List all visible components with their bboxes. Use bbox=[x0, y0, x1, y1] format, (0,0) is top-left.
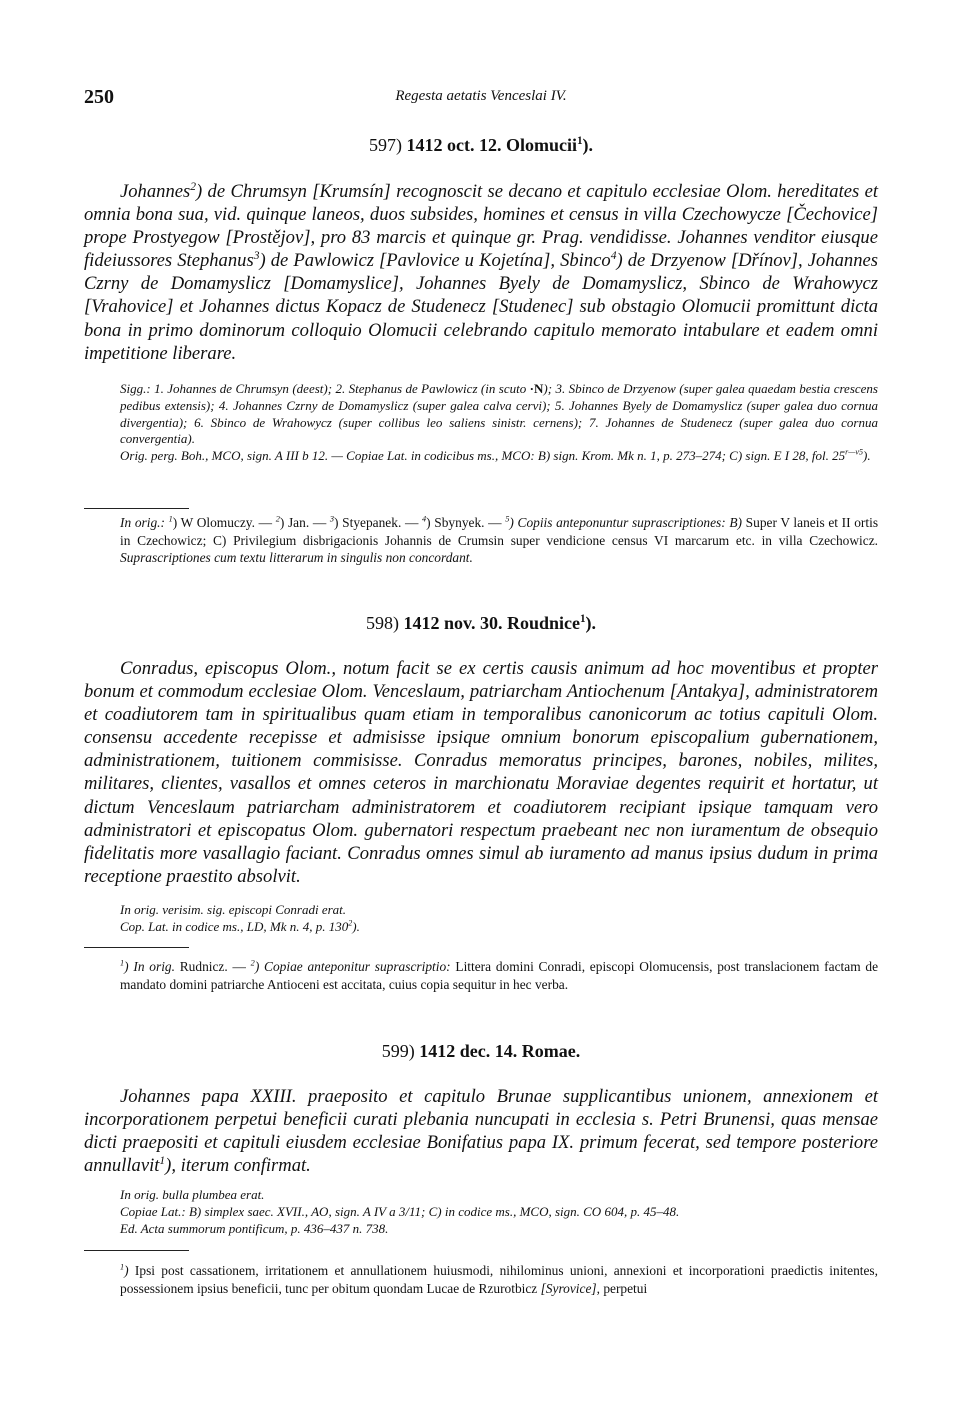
entry-598-regest bbox=[84, 657, 878, 888]
footnote-mark: 4 bbox=[610, 250, 617, 263]
footnote-mark: 3 bbox=[329, 514, 335, 524]
folio-mark: r—v bbox=[845, 447, 859, 457]
regest-text: ) de Drzyenow [Dřínov], Johannes Czrny de Domamyslicz [Domamyslice], Johannes Byely de Domamyslicz, Sbinco de Wrahowycz [Vrahovice] et Johannes dictus Kopacz de Studenecz [Studenec] sub obstagio Olomucii promittunt dicta bona in primo dominorum colloquio Olomucii celebrando capitulo memorato intabulare et eadem omni impetitione liberare. bbox=[84, 250, 879, 364]
entry-598-notes bbox=[84, 902, 878, 936]
regest-text: Johannes papa XXIII. praeposito et capitulo Brunae supplicantibus unionem, annexionem et incorporationem perpetui beneficii curati plebania nuncupati in ecclesia s. Petri Brunensi, quas mensae dicti praepositi et capituli eiusdem ecclesiae Bonifatius papa IX. primum fecerat, sed tempore posteriore annullavit bbox=[84, 1086, 878, 1177]
footnote bbox=[84, 1262, 878, 1297]
footnote-text: In orig.: bbox=[120, 515, 169, 530]
entry-597-heading bbox=[84, 135, 878, 156]
footnote-mark: 1 bbox=[579, 613, 586, 625]
footnote-mark: 1 bbox=[120, 958, 125, 968]
footnote-text: ) Styepanek. — bbox=[334, 515, 423, 530]
footnote-mark: 2 bbox=[250, 958, 255, 968]
entry-599-notes bbox=[84, 1187, 878, 1237]
entry-date: 1412 nov. 30. Roudnice bbox=[403, 613, 580, 633]
entry-597-regest bbox=[84, 180, 878, 365]
footnote-text: ) In orig. bbox=[124, 959, 180, 974]
footnote bbox=[84, 514, 878, 567]
entry-598-footnotes bbox=[84, 958, 878, 993]
footnote-mark: 2 bbox=[348, 918, 353, 928]
footnote bbox=[84, 958, 878, 993]
entry-number: 597) bbox=[368, 135, 402, 155]
entry-date: 1412 oct. 12. Olomucii bbox=[406, 135, 577, 155]
note-text: Sigg.: 1. Johannes de Chrumsyn (deest); 2. Stephanus de Pawlowicz (in scuto bbox=[120, 381, 530, 396]
entry-597-footnotes bbox=[84, 514, 878, 567]
footnote-text: [Syrovice] bbox=[540, 1280, 597, 1296]
entry-598-heading bbox=[84, 613, 878, 634]
regest-text: Conradus, episcopus Olom., notum facit se ex certis causis animum ad hoc moventibus et propter bonum et commodum ecclesiae Olom. Venceslaum, patriarcham Antiochenum [Antakya], administratorem et coadiutorem tam in spiritualibus quam etiam in temporalibus canonicorum ac totius capituli Olom. consensu accedente recepisse et admisisse ipsique omnium bonorum episcopalium gubernationem, administrationem, tuitionem commisisse. Conradus memoratus principes, barones, nobiles, milites, militares, clientes, vasallos et omnes ceteros in marchionatu Moraviae degentes requirit et hortatur, ut dictum Venceslaum patriarcham administratorem et coadiutorem recipiant ipsique tamquam vero administratori et episcopatus Olom. gubernatori respectum praebeant nec non iuramentum de obsequio fidelitatis more vasallagio faciant. Conradus omnes simul ab iuramento ad manus ipsius dudum in prima receptione praestito absolvit. bbox=[84, 658, 878, 887]
footnote-text: ) Jan. — bbox=[279, 515, 330, 530]
footnote-text: Rudnicz. — bbox=[179, 959, 251, 974]
seal-glyph: ·N bbox=[529, 381, 544, 396]
footnote-mark: 4 bbox=[422, 514, 427, 524]
footnote-text: ) Sbynyek. — bbox=[426, 515, 506, 530]
footnote-text: ) Copiis anteponuntur suprascriptiones: B) bbox=[509, 515, 743, 530]
heading-close: ). bbox=[585, 613, 597, 633]
entry-599-regest bbox=[84, 1085, 878, 1177]
footnote-text: Ipsi post cassationem, irritationem et annullationem huiusmodi, nihilominus unioni, annexioni et incorporationi praedictis initentes, possessionem ipsius beneficii, tunc per obitum quondam Lucae de Rzurotbicz bbox=[120, 1263, 878, 1296]
running-head bbox=[84, 86, 878, 112]
entry-number: 599) bbox=[381, 1041, 415, 1061]
footnote-text: Super V laneis et II ortis in Czechowicz; C) Privilegium disbrigacionis Johannis de Crumsin super vendicione census VI marcarum etc. in villa Czechowicz. bbox=[120, 515, 879, 548]
entry-597-notes bbox=[84, 381, 878, 465]
entry-number: 598) bbox=[365, 613, 399, 633]
footnote-mark: 2 bbox=[190, 180, 196, 193]
footnote-mark: 5 bbox=[505, 514, 510, 524]
page-number: 250 bbox=[84, 86, 114, 108]
tradition-note: Copiae Lat.: B) simplex saec. XVII., AO, sign. A IV a 3/11; C) in codice ms., MCO, sign. CO 604, p. 45–48. bbox=[120, 1203, 680, 1219]
note-text: ). bbox=[862, 448, 871, 464]
seal-note: In orig. bulla plumbea erat. bbox=[120, 1187, 265, 1202]
footnote-rule bbox=[84, 508, 189, 509]
entry-599-footnotes bbox=[84, 1262, 878, 1297]
footnote-mark: 1 bbox=[120, 1262, 125, 1272]
footnote-text: , perpetui bbox=[596, 1280, 648, 1296]
note-text: ); 3. Sbinco de Drzyenow (super galea quaedam bestia crescens pedibus extensis); 4. Johannes Czrny de Domamyslicz (super galea calva cervi); 5. Johannes Byely de Domamyslicz (super galea duo cornua divergentia); 6. Sbinco de Wrahowycz (super collibus leo saliens sinistr. cernens); 7. Johannes de Studenecz (super galea duo cornua convergentia). bbox=[120, 381, 878, 447]
footnote-rule bbox=[84, 947, 189, 948]
footnote-mark: 3 bbox=[253, 250, 260, 263]
footnote-text: ) bbox=[124, 1263, 135, 1278]
regest-text: ), iterum confirmat. bbox=[165, 1155, 311, 1177]
footnote-mark: 2 bbox=[275, 514, 280, 524]
regest-text: Johannes bbox=[120, 181, 191, 202]
footnote-text: Littera domini Conradi, episcopi Olomucensis, post translacionem factam de mandato domini patriarche Antioceni est accitata, cuius copia sequitur in hec verba. bbox=[120, 959, 879, 992]
footnote-rule bbox=[84, 1250, 189, 1251]
entry-599-heading bbox=[84, 1041, 878, 1062]
footnote-text: ) W Olomuczy. — bbox=[172, 515, 276, 530]
entry-date: 1412 dec. 14. Romae. bbox=[419, 1041, 581, 1061]
regest-text: ) de Pawlowicz [Pavlovice u Kojetína], Sbinco bbox=[259, 250, 611, 272]
tradition-note bbox=[84, 919, 878, 936]
footnote-text: ) Copiae anteponitur suprascriptio: bbox=[254, 959, 456, 974]
sigilla-note bbox=[84, 381, 878, 448]
running-title: Regesta aetatis Venceslai IV. bbox=[395, 88, 567, 104]
note-text: ). bbox=[352, 918, 360, 934]
footnote-text: Suprascriptiones cum textu litterarum in singulis non concordant. bbox=[120, 550, 473, 565]
tradition-note bbox=[84, 448, 878, 465]
edition-note: Ed. Acta summorum pontificum, p. 436–437 n. 738. bbox=[120, 1220, 389, 1236]
note-text: Cop. Lat. in codice ms., LD, Mk n. 4, p. 130 bbox=[120, 918, 349, 934]
footnote-mark: 1 bbox=[168, 514, 173, 524]
footnote-mark: 5 bbox=[858, 447, 863, 457]
footnote-mark: 1 bbox=[576, 135, 583, 147]
heading-close: ). bbox=[582, 135, 594, 155]
seal-note: In orig. verisim. sig. episcopi Conradi erat. bbox=[120, 902, 347, 917]
note-text: Orig. perg. Boh., MCO, sign. A III b 12. — Copiae Lat. in codicibus ms., MCO: B) sign. Krom. Mk n. 1, p. 273–274; C) sign. E I 28, fol. 25 bbox=[120, 448, 846, 464]
footnote-mark: 1 bbox=[159, 1155, 166, 1168]
regest-text: ) de Chrumsyn [Krumsín] recognoscit se decano et capitulo ecclesiae Olom. hereditates et omnia bona sua, vid. quinque laneos, duos subsides, homines et census in villa Czechowycze [Čechovice] prope Prostyegow [Prostějov], pro 83 marcis et quinque gr. Prag. vendidisse. Johannes venditor eiusque fideiussores Stephanus bbox=[84, 181, 878, 272]
